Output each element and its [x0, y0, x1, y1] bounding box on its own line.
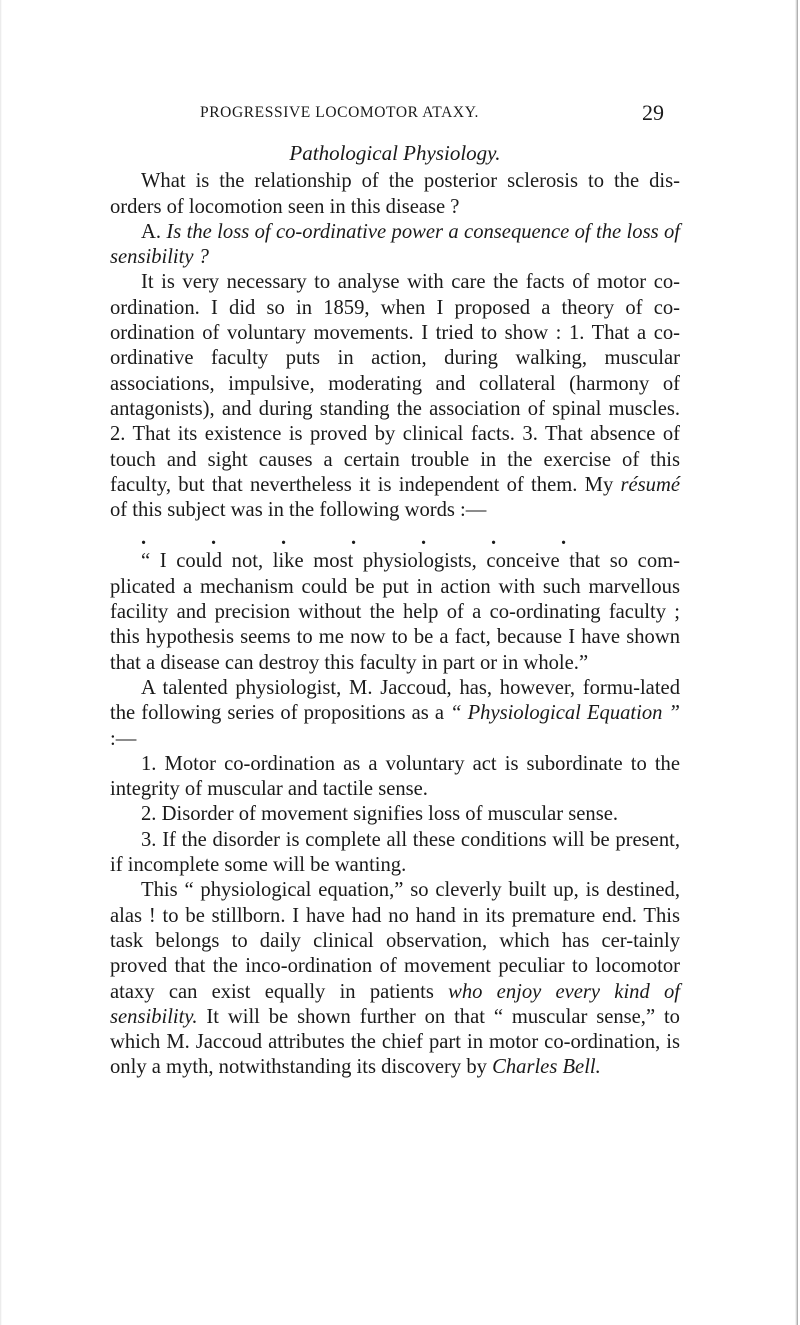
page-header — [200, 100, 664, 126]
paragraph2-italic: “ Physiological Equation ” — [450, 702, 680, 725]
paragraph3-part2: It will be shown further on that “ muscular sense,” to which M. Jaccoud attributes the chief part in motor co-ordination, is only a myth, notwithstanding its discovery by — [110, 1005, 680, 1079]
paragraph3-part1: This “ physiological equation,” so cleverly built up, is destined, alas ! to be stillborn. I have had no hand in its premature end. This task belongs to daily clinical observation, which has cer-tainly proved that the inco-ordination of movement peculiar to locomotor ataxy can exist equally in patients — [110, 879, 680, 1003]
question-paragraph: What is the relationship of the posterior sclerosis to the dis-orders of locomotion seen in this disease ? — [110, 170, 680, 218]
proposition-2: 2. Disorder of movement signifies loss of muscular sense. — [141, 803, 619, 826]
paragraph3-italic2: Charles Bell. — [492, 1056, 601, 1079]
proposition-3: 3. If the disorder is complete all these conditions will be present, if incomplete some will be wanting. — [110, 828, 680, 877]
running-head: PROGRESSIVE LOCOMOTOR ATAXY. — [200, 104, 479, 121]
ellipsis-dot: . — [561, 527, 567, 550]
subheading-paragraph — [110, 220, 680, 271]
ellipsis-dot: . — [421, 527, 427, 550]
paragraph1-end: of this subject was in the following words :— — [110, 499, 487, 522]
proposition-1: 1. Motor co-ordination as a voluntary act is subordinate to the integrity of muscular and tactile sense. — [110, 752, 680, 801]
paragraph1-italic: résumé — [620, 473, 680, 496]
quote-paragraph: “ I could not, like most physiologists, conceive that so com-plicated a mechanism could be put in action with such marvellous facility and precision without the help of a co-ordinating faculty ; this hypothesis seems to me now to be a fact, because I have shown that a disease can destroy this faculty in part or in whole.” — [110, 550, 680, 674]
ellipsis-dot: . — [351, 527, 357, 550]
ellipsis-row — [110, 527, 680, 549]
page-number: 29 — [642, 100, 664, 125]
paragraph-jaccoud — [110, 676, 680, 752]
page-body — [110, 141, 680, 1081]
paragraph-motor-coordination — [110, 270, 680, 523]
page-right-edge — [795, 0, 798, 1325]
ellipsis-dot: . — [211, 527, 217, 550]
paragraph-equation — [110, 878, 680, 1080]
paragraph3-italic1: who enjoy every kind of sensibility. — [110, 980, 681, 1028]
paragraph2-end: :— — [110, 727, 137, 750]
paragraph2-text: A talented physiologist, M. Jaccoud, has, however, formu-lated the following series of propositions as a — [110, 676, 680, 725]
ellipsis-dot: . — [491, 527, 497, 550]
ellipsis-dot: . — [281, 527, 287, 550]
subheading-label: A. — [141, 220, 162, 243]
paragraph1-text: It is very necessary to analyse with care the facts of motor co-ordination. I did so in 1859, when I proposed a theory of co-ordination of voluntary movements. I tried to show : 1. That a co-ordinative faculty puts in action, during walking, muscular associations, impulsive, moderating and collateral (harmony of antagonists), and during standing the association of spinal muscles. 2. That its existence is proved by clinical facts. 3. That absence of touch and sight causes a certain trouble in the exercise of this faculty, but that nevertheless it is independent of them. My — [110, 271, 680, 496]
section-title: Pathological Physiology. — [289, 141, 501, 165]
page-left-edge — [0, 0, 2, 1325]
ellipsis-dot: . — [141, 527, 147, 550]
subheading-text: Is the loss of co-ordinative power a consequence of the loss of sensibility ? — [110, 220, 680, 269]
